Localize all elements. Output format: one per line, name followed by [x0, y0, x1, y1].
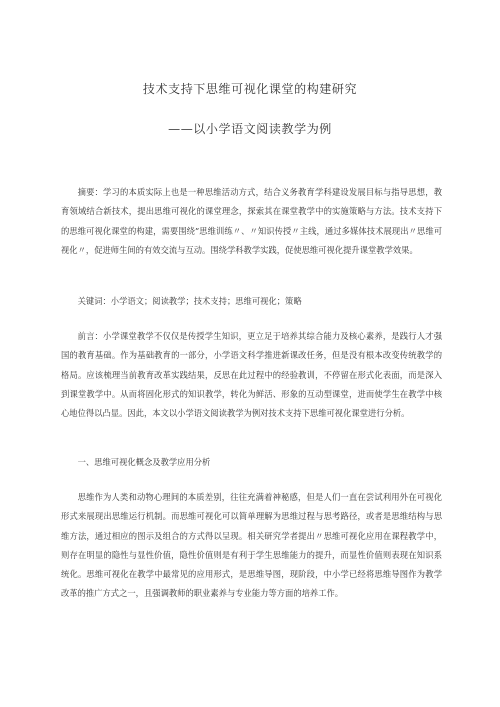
preface-paragraph: 前言：小学课堂教学不仅仅是传授学生知识，更立足于培养其综合能力及核心素养，是践行人才强国的教育基础。作为基础教育的一部分，小学语文科学推进新课改任务，但是没有根本改变传统教学的格局。应该梳理当前教育改革实践结果，反思在此过程中的经验教训，不停留在形式化表面，而是深入到课堂教学中。从而将固化形式的知识教学，转化为鲜活、形象的互动型课堂，进而使学生在教学中核心地位得以凸显。因此，本文以小学语文阅读教学为例对技术支持下思维可视化课堂进行分析。	[61, 331, 442, 419]
keywords-line: 关键词：小学语文；阅读教学；技术支持；思维可视化；策略	[77, 296, 302, 306]
document-title: 技术支持下思维可视化课堂的构建研究	[142, 82, 358, 96]
abstract-paragraph: 摘要：学习的本质实际上也是一种思维活动方式，结合义务教育学科建设发展目标与指导思想，教育领域结合新技术，提出思维可视化的课堂理念，探索其在课堂教学中的实施策略与方法。技术支持下的思维可视化课堂的构建，需要围绕”思维训练〃、〃知识传授〃主线，通过多媒体技术展现出〃思维可视化〃，促进师生间的有效交流与互动。围绕学科教学实践，促使思维可视化提升课堂教学效果。	[61, 187, 442, 255]
document-subtitle: ——以小学语文阅读教学为例	[168, 122, 332, 136]
section-body-paragraph: 思维作为人类和动物心理间的本质差别，往往充满着神秘感，但是人们一直在尝试利用外在可视化形式来展现出思维运行机制。而思维可视化可以简单理解为思维过程与思考路径，或者是思维结构与思维方法，通过相应的图示及组合的方式得以呈现。相关研究学者提出〃思维可视化应用在课程教学中，则存在明显的隐性与显性价值，隐性价值则是有利于学生思维能力的提升，而显性价值则表现在知识系统化。思维可视化在教学中最常见的应用形式，是思维导图，现阶段，中小学已经将思维导图作为教学改革的推广方式之一，且强调教师的职业素养与专业能力等方面的培养工作。	[61, 492, 442, 599]
section-heading: 一、思维可视化概念及教学应用分析	[77, 457, 211, 467]
